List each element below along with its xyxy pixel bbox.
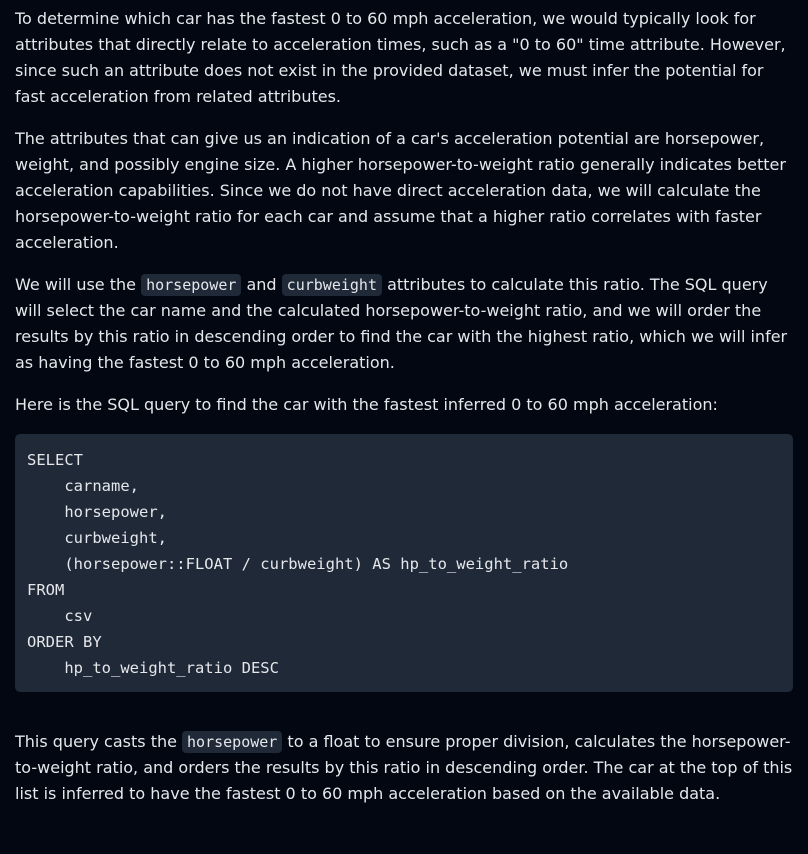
ratio-text-1: We will use the	[15, 275, 142, 294]
intro-paragraph: To determine which car has the fastest 0 to 60 mph acceleration, we would typically look for attributes that directly relate to acceleration times, such as a "0 to 60" time attribute. However, since such an attribute does not exist in the provided dataset, we must infer the potential for fast acceleration from related attributes.	[15, 9, 786, 106]
ratio-text-3: attributes to calculate this ratio. The SQL query will select the car name and the calculated horsepower-to-weight ratio, and we will order the results by this ratio in descending order to find the car with the highest ratio, which we will infer as having the fastest 0 to 60 mph acceleration.	[15, 275, 788, 372]
explanation-text-1: This query casts the	[15, 732, 183, 751]
inline-code-horsepower-2: horsepower	[182, 731, 282, 753]
sql-code[interactable]: SELECT carname, horsepower, curbweight, (horsepower::FLOAT / curbweight) AS hp_to_weight_ratio FROM csv ORDER BY hp_to_weight_ratio DESC	[27, 451, 569, 677]
explanation-text-2: to a float to ensure proper division, calculates the horsepower-to-weight ratio, and orders the results by this ratio in descending order. The car at the top of this list is inferred to have the fastest 0 to 60 mph acceleration based on the available data.	[15, 732, 793, 803]
sql-code-block[interactable]	[15, 434, 793, 692]
explanation-paragraph	[15, 729, 793, 807]
query-intro-paragraph: Here is the SQL query to find the car with the fastest inferred 0 to 60 mph acceleration:	[15, 395, 718, 414]
inline-code-horsepower: horsepower	[141, 274, 241, 296]
ratio-paragraph	[15, 272, 793, 376]
inline-code-curbweight: curbweight	[282, 274, 382, 296]
attributes-paragraph: The attributes that can give us an indication of a car's acceleration potential are horsepower, weight, and possibly engine size. A higher horsepower-to-weight ratio generally indicates better acceleration capabilities. Since we do not have direct acceleration data, we will calculate the horsepower-to-weight ratio for each car and assume that a higher ratio correlates with faster acceleration.	[15, 129, 786, 252]
ratio-text-2: and	[241, 275, 282, 294]
